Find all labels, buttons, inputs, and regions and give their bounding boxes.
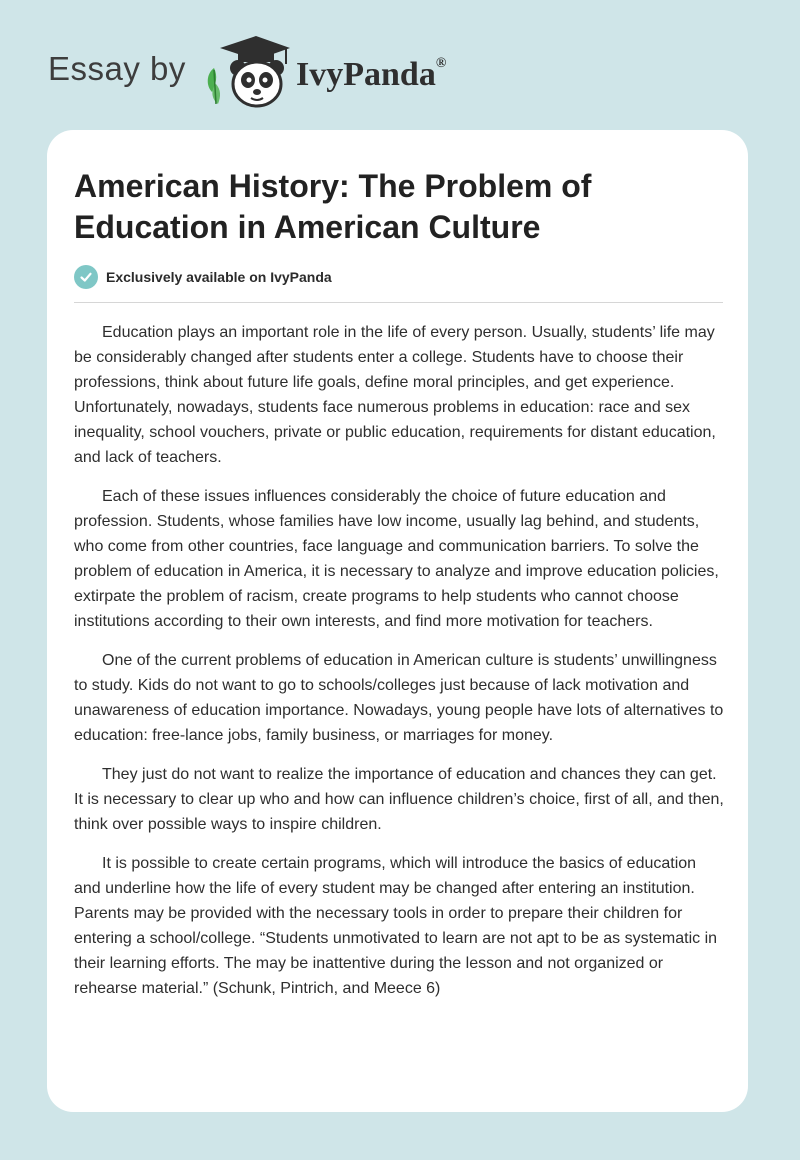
paragraph: They just do not want to realize the importance of education and chances they can get. It is necessary to clear up who and how can influence children’s choice, first of all, and then, think over possible ways to inspire children. (74, 766, 724, 833)
essay-title: American History: The Problem of Education in American Culture (74, 168, 592, 245)
essay-body (74, 320, 726, 1015)
leaf-icon (208, 68, 220, 104)
graduation-cap-icon (220, 36, 290, 64)
paragraph: One of the current problems of education in American culture is students’ unwillingness to study. Kids do not want to go to schools/colleges just because of lack motivation and unawareness of education importance. Nowadays, young people have lots of alternatives to education: free-lance jobs, family business, or marriages for money. (74, 652, 724, 744)
essay-by-label: Essay by (48, 50, 186, 87)
essay-card (47, 130, 748, 1112)
registered-mark: ® (435, 55, 447, 71)
site-header (0, 0, 800, 130)
paragraph: Each of these issues influences considerably the choice of future education and profession. Students, whose families have low income, usually lag behind, and students, who come from other countries, face language and communication barriers. To solve the problem of education in America, it is necessary to analyze and improve education policies, extirpate the problem of racism, create programs to help students who cannot choose institutions according to their own interests, and find more motivation for teachers. (74, 488, 719, 630)
divider (74, 302, 723, 303)
brand-name[interactable] (296, 56, 446, 94)
paragraph: Education plays an important role in the life of every person. Usually, students’ life may be considerably changed after students enter a college. Students have to choose their professions, think about future life goals, define moral principles, and get experience. Unfortunately, nowadays, students face numerous problems in education: race and sex inequality, school vouchers, private or public education, requirements for distant education, and lack of teachers. (74, 324, 716, 466)
check-icon (74, 265, 98, 289)
paragraph: It is possible to create certain programs, which will introduce the basics of education and underline how the life of every student may be changed after entering an institution. Parents may be provided with the necessary tools in order to prepare their children for entering a school/college. “Students unmotivated to learn are not apt to be as systematic in their learning efforts. The may be inattentive during the lesson and not organized or rehearse material.” (Schunk, Pintrich, and Meece 6) (74, 855, 718, 997)
panda-logo-icon[interactable] (202, 34, 294, 110)
exclusive-badge-label: Exclusively available on IvyPanda (106, 269, 332, 285)
exclusive-badge (74, 264, 332, 290)
brand-text: IvyPanda (296, 56, 436, 93)
